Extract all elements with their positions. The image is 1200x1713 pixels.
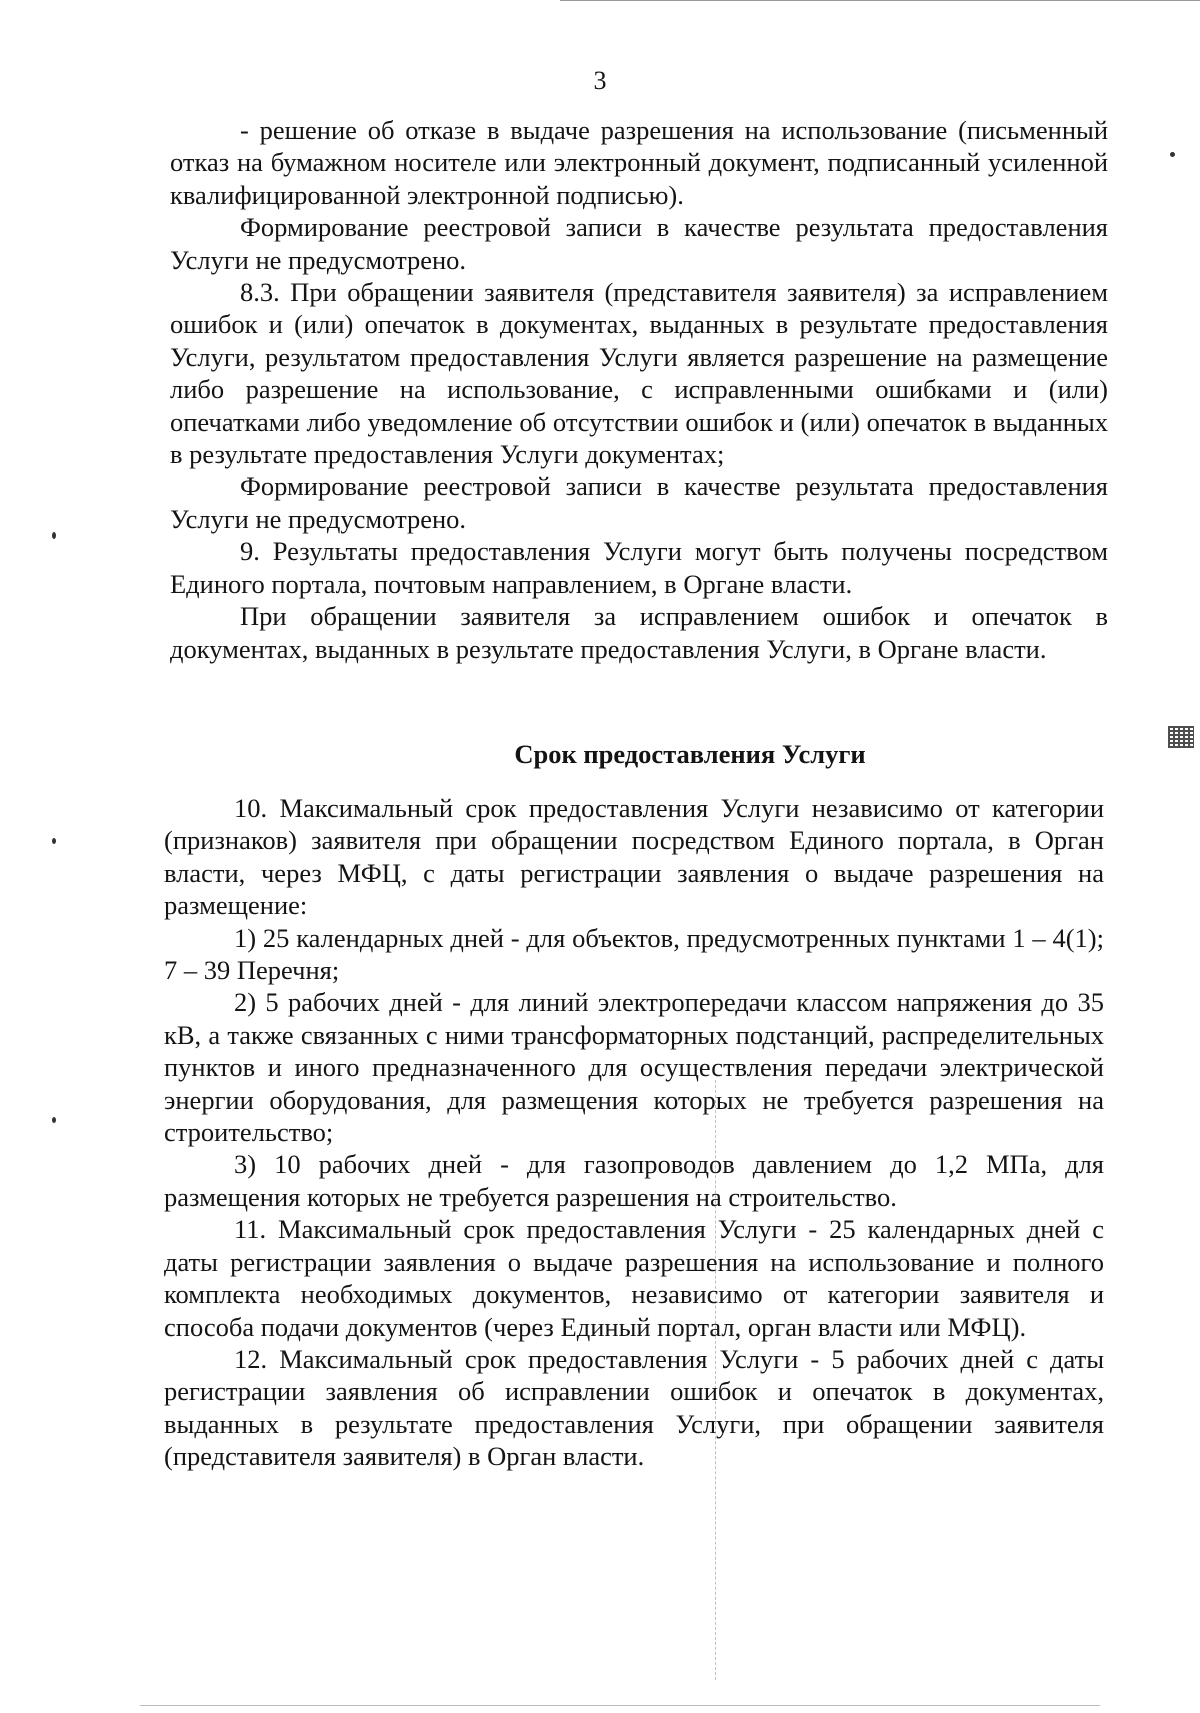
page-number: 3 [593, 66, 607, 95]
paragraph-registry-1: Формирование реестровой записи в качестве результата предоставления Услуги не предусмотрено. [170, 212, 1108, 275]
scan-edge-bottom [140, 1705, 1100, 1706]
scan-speck [52, 1117, 56, 1123]
scan-edge-top [560, 0, 1200, 1]
body-text-section-2 [164, 792, 1104, 1473]
paragraph-10-item-1: 1) 25 календарных дней - для объектов, предусмотренных пунктами 1 – 4(1); 7 – 39 Перечня; [164, 922, 1104, 986]
paragraph-corrections: При обращении заявителя за исправлением ошибок и опечаток в документах, выданных в результате предоставления Услуги, в Органе власти. [170, 601, 1108, 664]
body-text-section-1 [170, 114, 1108, 665]
section-heading: Срок предоставления Услуги [514, 739, 866, 769]
paragraph-11: 11. Максимальный срок предоставления Услуги - 25 календарных дней с даты регистрации заявления о выдаче разрешения на использование и полного комплекта необходимых документов, независимо от категории заявителя и способа подачи документов (через Единый портал, орган власти или МФЦ). [164, 1214, 1104, 1342]
scan-speck [52, 532, 56, 539]
paragraph-9: 9. Результаты предоставления Услуги могут быть получены посредством Единого портала, почтовым направлением, в Органе власти. [170, 536, 1108, 599]
paragraph-10-item-3: 3) 10 рабочих дней - для газопроводов давлением до 1,2 МПа, для размещения которых не требуется разрешения на строительство. [164, 1149, 1104, 1212]
paragraph-8-3: 8.3. При обращении заявителя (представителя заявителя) за исправлением ошибок и (или) опечаток в документах, выданных в результате предоставления Услуги, результатом предоставления Услуги является разрешение на размещение либо разрешение на использование, с исправленными ошибками и (или) опечатками либо уведомление об отсутствии ошибок и (или) опечаток в выданных в результате предоставления Услуги документах; [170, 277, 1108, 470]
paragraph-10: 10. Максимальный срок предоставления Услуги независимо от категории (признаков) заявителя при обращении посредством Единого портала, в Орган власти, через МФЦ, с даты регистрации заявления о выдаче разрешения на размещение: [164, 793, 1104, 921]
scan-speck [1170, 152, 1175, 157]
scan-speck [52, 838, 56, 844]
paragraph-refusal: - решение об отказе в выдаче разрешения на использование (письменный отказ на бумажном носителе или электронный документ, подписанный усиленной квалифицированной электронной подписью). [170, 115, 1108, 210]
paragraph-registry-2: Формирование реестровой записи в качестве результата предоставления Услуги не предусмотрено. [170, 471, 1108, 534]
paragraph-12: 12. Максимальный срок предоставления Услуги - 5 рабочих дней с даты регистрации заявления об исправлении ошибок и опечаток в документах, выданных в результате предоставления Услуги, при обращении заявителя (представителя заявителя) в Орган власти. [164, 1343, 1104, 1472]
paragraph-10-item-2: 2) 5 рабочих дней - для линий электропередачи классом напряжения до 35 кВ, а также связанных с ними трансформаторных подстанций, распределительных пунктов и иного предназначенного для осуществления передачи электрической энергии оборудования, для размещения которых не требуется разрешения на строительство; [164, 987, 1104, 1148]
